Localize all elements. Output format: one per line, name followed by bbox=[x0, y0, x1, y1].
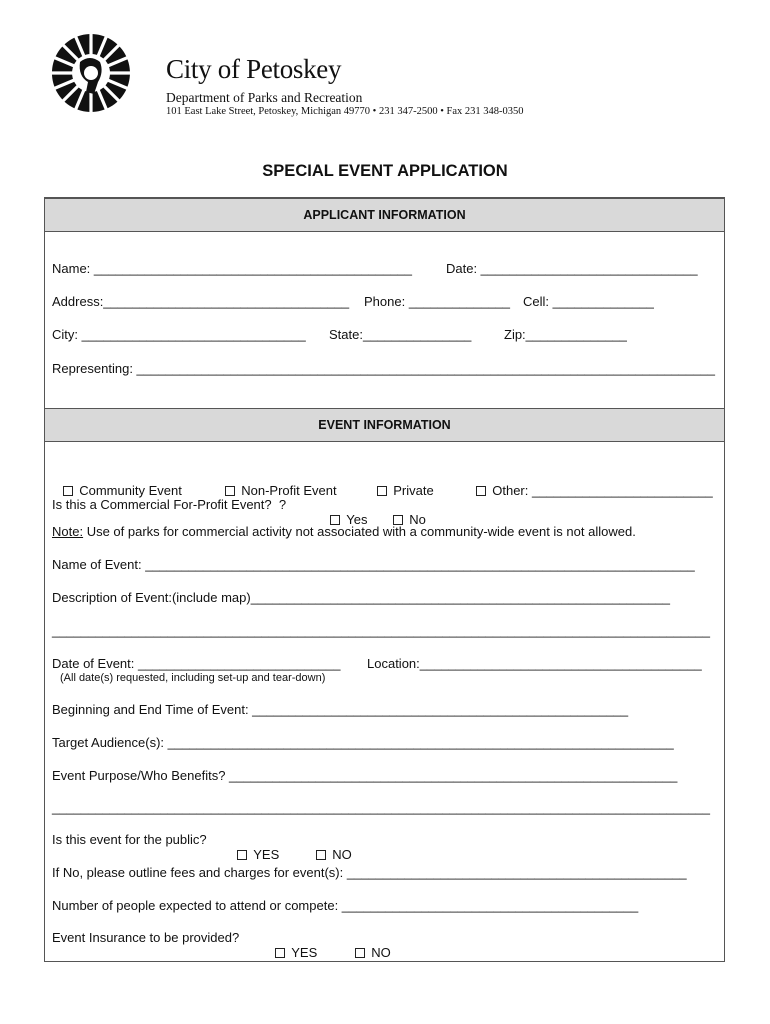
date-field[interactable]: Date: ______________________________ bbox=[446, 261, 698, 276]
commercial-yes-option[interactable] bbox=[323, 497, 367, 527]
department-name: Department of Parks and Recreation bbox=[166, 90, 363, 105]
representing-field[interactable]: Representing: ________________________________________________________________________________ bbox=[52, 361, 715, 376]
public-question: Is this event for the public? bbox=[52, 832, 207, 847]
event-purpose-field[interactable]: Event Purpose/Who Benefits? ______________________________________________________________ bbox=[52, 768, 678, 783]
insurance-no-option[interactable] bbox=[348, 930, 391, 960]
event-type-label: Community Event bbox=[79, 483, 182, 498]
event-description-line2[interactable]: ___________________________________________________________________________________________ bbox=[52, 623, 710, 638]
event-date-field[interactable]: Date of Event: ____________________________ bbox=[52, 656, 341, 671]
zip-field[interactable]: Zip:______________ bbox=[504, 327, 627, 342]
event-purpose-line2[interactable]: ___________________________________________________________________________________________ bbox=[52, 800, 710, 815]
note-line bbox=[52, 524, 636, 539]
checkbox-icon[interactable] bbox=[476, 486, 486, 496]
yes-label: Yes bbox=[346, 512, 368, 527]
checkbox-icon[interactable] bbox=[237, 850, 247, 860]
note-label: Note: bbox=[52, 524, 84, 539]
public-no-option[interactable] bbox=[309, 832, 352, 862]
name-field[interactable]: Name: ____________________________________________ bbox=[52, 261, 413, 276]
yes-label: YES bbox=[291, 945, 318, 960]
checkbox-icon[interactable] bbox=[225, 486, 235, 496]
commercial-no-option[interactable] bbox=[386, 497, 426, 527]
insurance-question: Event Insurance to be provided? bbox=[52, 930, 240, 945]
target-audience-field[interactable]: Target Audience(s): ______________________________________________________________________ bbox=[52, 735, 674, 750]
contact-address: 101 East Lake Street, Petoskey, Michigan 49770 • 231 347-2500 • Fax 231 348-0350 bbox=[166, 106, 524, 117]
no-label: No bbox=[409, 512, 426, 527]
form-frame bbox=[44, 197, 725, 962]
event-name-field[interactable]: Name of Event: ____________________________________________________________________________ bbox=[52, 557, 695, 572]
state-field[interactable]: State:_______________ bbox=[329, 327, 472, 342]
event-type-other[interactable] bbox=[469, 468, 713, 498]
insurance-yes-option[interactable] bbox=[268, 930, 317, 960]
checkbox-icon[interactable] bbox=[377, 486, 387, 496]
event-type-label: Other: _________________________ bbox=[492, 483, 713, 498]
cell-field[interactable]: Cell: ______________ bbox=[523, 294, 654, 309]
no-label: NO bbox=[332, 847, 352, 862]
yes-label: YES bbox=[253, 847, 280, 862]
date-hint: (All date(s) requested, including set-up and tear-down) bbox=[60, 672, 326, 684]
commercial-question: Is this a Commercial For-Profit Event? ? bbox=[52, 497, 287, 512]
event-type-private[interactable] bbox=[370, 468, 434, 498]
public-yes-option[interactable] bbox=[230, 832, 279, 862]
event-type-nonprofit[interactable] bbox=[218, 468, 337, 498]
event-section-header: EVENT INFORMATION bbox=[45, 408, 724, 442]
checkbox-icon[interactable] bbox=[275, 948, 285, 958]
event-type-label: Non-Profit Event bbox=[241, 483, 337, 498]
event-location-field[interactable]: Location:_______________________________________ bbox=[367, 656, 702, 671]
fees-field[interactable]: If No, please outline fees and charges for event(s): _______________________________________________ bbox=[52, 865, 687, 880]
checkbox-icon[interactable] bbox=[355, 948, 365, 958]
applicant-section-header: APPLICANT INFORMATION bbox=[45, 198, 724, 232]
no-label: NO bbox=[371, 945, 391, 960]
org-name: City of Petoskey bbox=[166, 54, 342, 84]
event-times-field[interactable]: Beginning and End Time of Event: ____________________________________________________ bbox=[52, 702, 629, 717]
address-field[interactable]: Address:__________________________________ bbox=[52, 294, 350, 309]
event-description-field[interactable]: Description of Event:(include map)__________________________________________________________ bbox=[52, 590, 671, 605]
attendance-field[interactable]: Number of people expected to attend or compete: _________________________________________ bbox=[52, 898, 639, 913]
event-type-label: Private bbox=[393, 483, 434, 498]
event-type-community[interactable] bbox=[56, 468, 182, 498]
checkbox-icon[interactable] bbox=[63, 486, 73, 496]
city-seal-logo bbox=[50, 32, 132, 114]
city-field[interactable]: City: _______________________________ bbox=[52, 327, 306, 342]
form-title: SPECIAL EVENT APPLICATION bbox=[262, 162, 508, 180]
phone-field[interactable]: Phone: ______________ bbox=[364, 294, 511, 309]
note-text: Use of parks for commercial activity not associated with a community-wide event is not allowed. bbox=[83, 524, 636, 539]
checkbox-icon[interactable] bbox=[316, 850, 326, 860]
